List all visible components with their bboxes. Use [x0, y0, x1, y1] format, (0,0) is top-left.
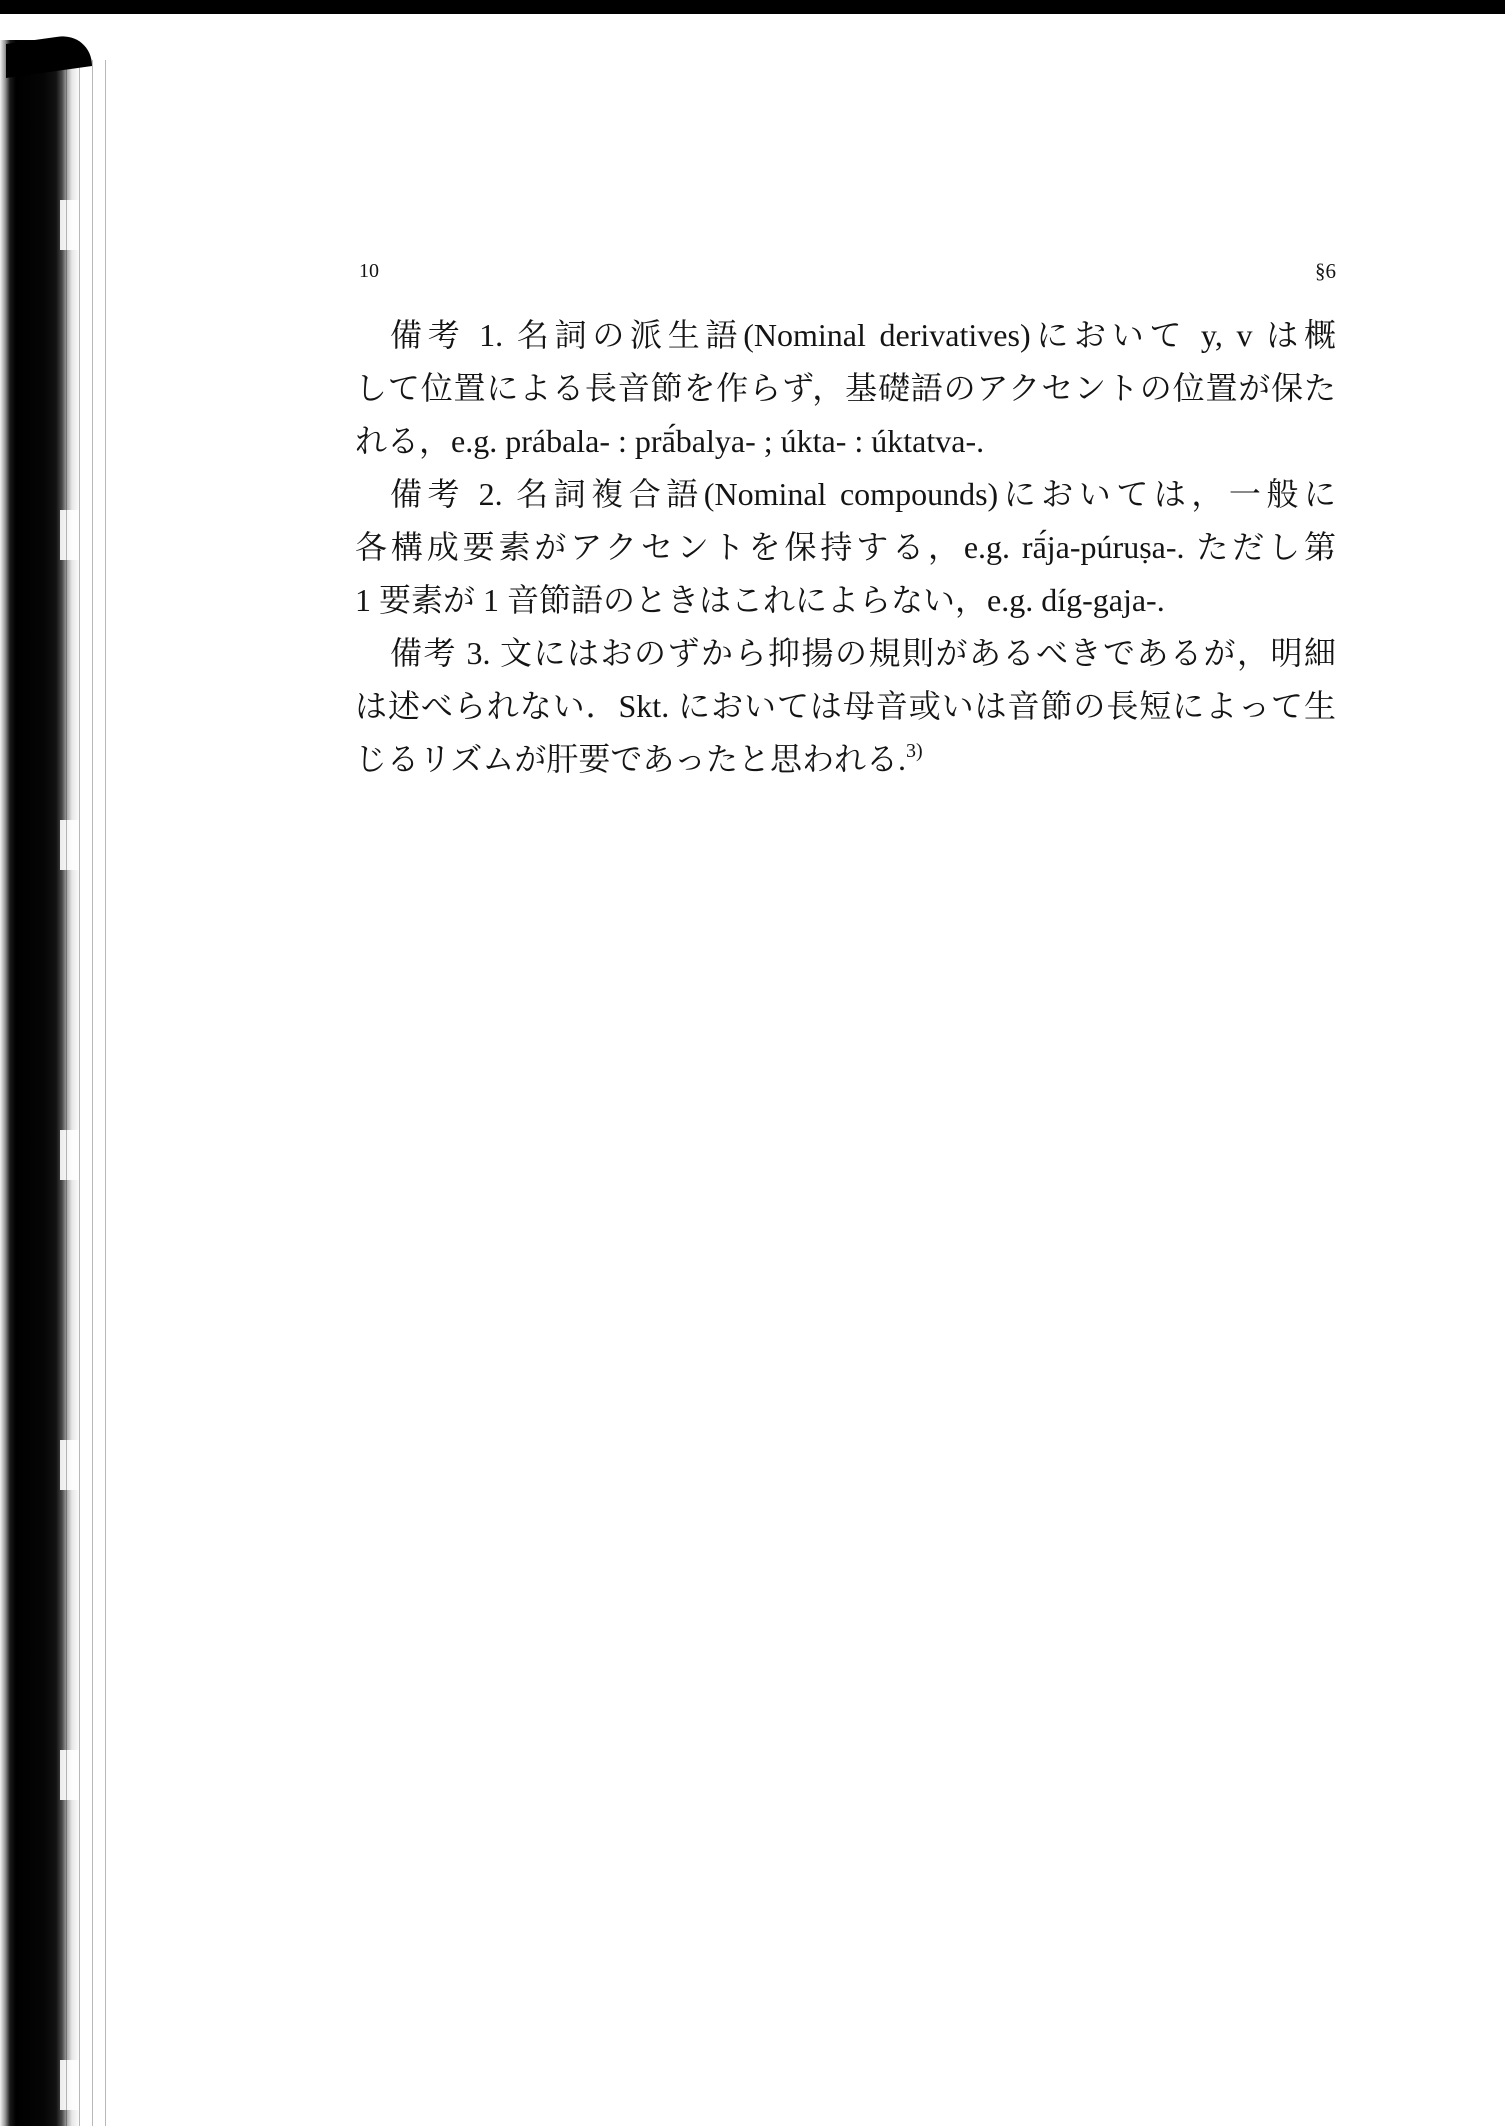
text-line: 1 要素が 1 音節語のときはこれによらない，e.g. díg-gaja-. [355, 582, 1165, 618]
text-line-final [355, 733, 1336, 786]
footnote-reference[interactable]: 3) [906, 740, 923, 762]
text-line: は述べられない．Skt. においては母音或いは音節の長短によって生 [355, 688, 1336, 724]
text-line: れる，e.g. prábala- : prā́balya- ; úkta- : úktatva-. [355, 423, 985, 459]
running-header [355, 257, 1336, 285]
remark-paragraph-2 [355, 468, 1336, 627]
scan-top-border [0, 0, 1505, 14]
text-line: 備考 2. 名詞複合語(Nominal compounds)においては，一般に [390, 476, 1336, 512]
text-line: 各構成要素がアクセントを保持する，e.g. rā́ja-púruṣa-. ただし第 [355, 529, 1336, 565]
remark-paragraph-1 [355, 309, 1336, 468]
body-text [355, 309, 1336, 786]
text-line: して位置による長音節を作らず，基礎語のアクセントの位置が保た [355, 370, 1336, 406]
section-marker: §6 [1315, 259, 1336, 283]
page-number: 10 [359, 260, 379, 282]
text-line-content: じるリズムが肝要であったと思われる. [355, 741, 907, 777]
text-line: 備考 3. 文にはおのずから抑揚の規則があるべきであるが，明細 [390, 635, 1336, 671]
remark-paragraph-3 [355, 627, 1336, 786]
binding-streaks [60, 60, 112, 2126]
text-line: 備考 1. 名詞の派生語(Nominal derivatives)において y, v は概 [390, 317, 1336, 353]
